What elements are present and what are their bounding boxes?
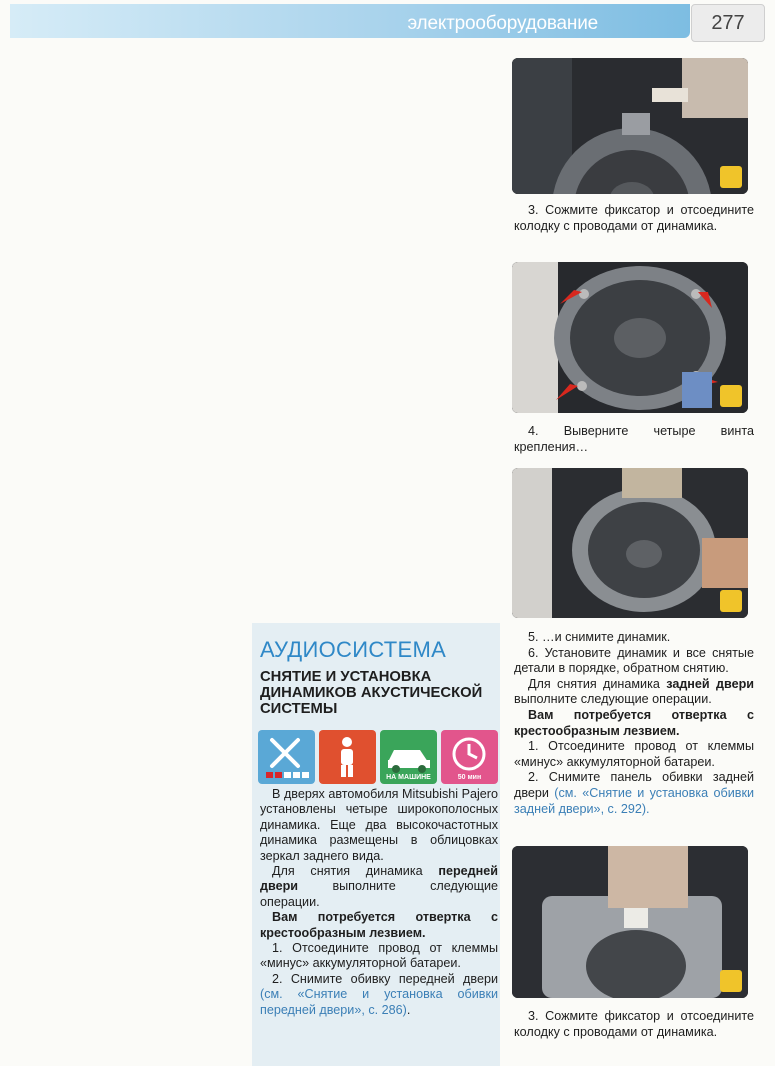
photo-step-3-rear [512,846,748,998]
speaker-screws-photo-icon [512,262,748,413]
rear-speaker-photo-icon [512,846,748,998]
photo-step-4-front [512,262,748,413]
right-column-text [514,630,754,817]
photo-badge-icon [720,166,742,188]
front-door-intro: Для снятия динамика передней двери выполните следующие операции. [260,864,498,909]
on-car-icon: НА МАШИНЕ [380,730,437,784]
photo-caption-rear-3: 3. Сожмите фиксатор и отсоедините колодку с проводами от динамика. [514,1009,754,1039]
one-person-icon [319,730,376,784]
header-title: электрооборудование [407,13,598,34]
photo-badge-icon [720,385,742,407]
time-icon: 50 мин [441,730,498,784]
page-header [10,4,690,38]
section-subtitle: СНЯТИЕ И УСТАНОВКА ДИНАМИКОВ АКУСТИЧЕСКОЙ СИСТЕМЫ [260,669,483,717]
rear-step-1: 1. Отсоедините провод от клеммы «минус» аккумуляторной батареи. [514,739,754,769]
speaker-removed-photo-icon [512,468,748,618]
rear-door-trim-link[interactable]: (см. «Снятие и установка обивки задней двери», с. 292). [514,785,754,816]
difficulty-icons [258,730,498,784]
rear-step-2: 2. Снимите панель обивки задней двери (см. «Снятие и установка обивки задней двери», с. 292). [514,770,754,816]
photo-step-3-front [512,58,748,194]
speaker-photo-icon [512,58,748,194]
wrench-difficulty-icon [258,730,315,784]
intro-paragraph: В дверях автомобиля Mitsubishi Pajero установлены четыре широкополосных динамика. Еще два высокочастотных динамика размещены в облицовках зеркал заднего вида. [260,787,498,863]
front-step-1: 1. Отсоедините провод от клеммы «минус» аккумуляторной батареи. [260,941,498,971]
photo-step-5-front [512,468,748,618]
front-step-2: 2. Снимите обивку передней двери (см. «Снятие и установка обивки передней двери», с. 286). [260,971,498,1017]
page-number: 277 [691,4,765,42]
photo-caption-4: 4. Выверните четыре винта крепления… [514,424,754,454]
rear-tool-note: Вам потребуется отвертка с крестообразным лезвием. [514,707,754,738]
front-tool-note: Вам потребуется отвертка с крестообразным лезвием. [260,910,498,940]
rear-door-intro: Для снятия динамика задней двери выполните следующие операции. [514,676,755,707]
photo-caption-3: 3. Сожмите фиксатор и отсоедините колодку с проводами от динамика. [514,203,754,233]
photo-badge-icon [720,590,742,612]
left-column-text [260,787,498,1018]
section-title: АУДИОСИСТЕМА [260,637,447,662]
photo-caption-5: 5. …и снимите динамик. [528,630,671,644]
front-door-trim-link[interactable]: (см. «Снятие и установка обивки передней двери», с. 286) [260,987,498,1017]
paragraph-step-6: 6. Установите динамик и все снятые детали в порядке, обратном снятию. [514,645,754,676]
photo-badge-icon [720,970,742,992]
